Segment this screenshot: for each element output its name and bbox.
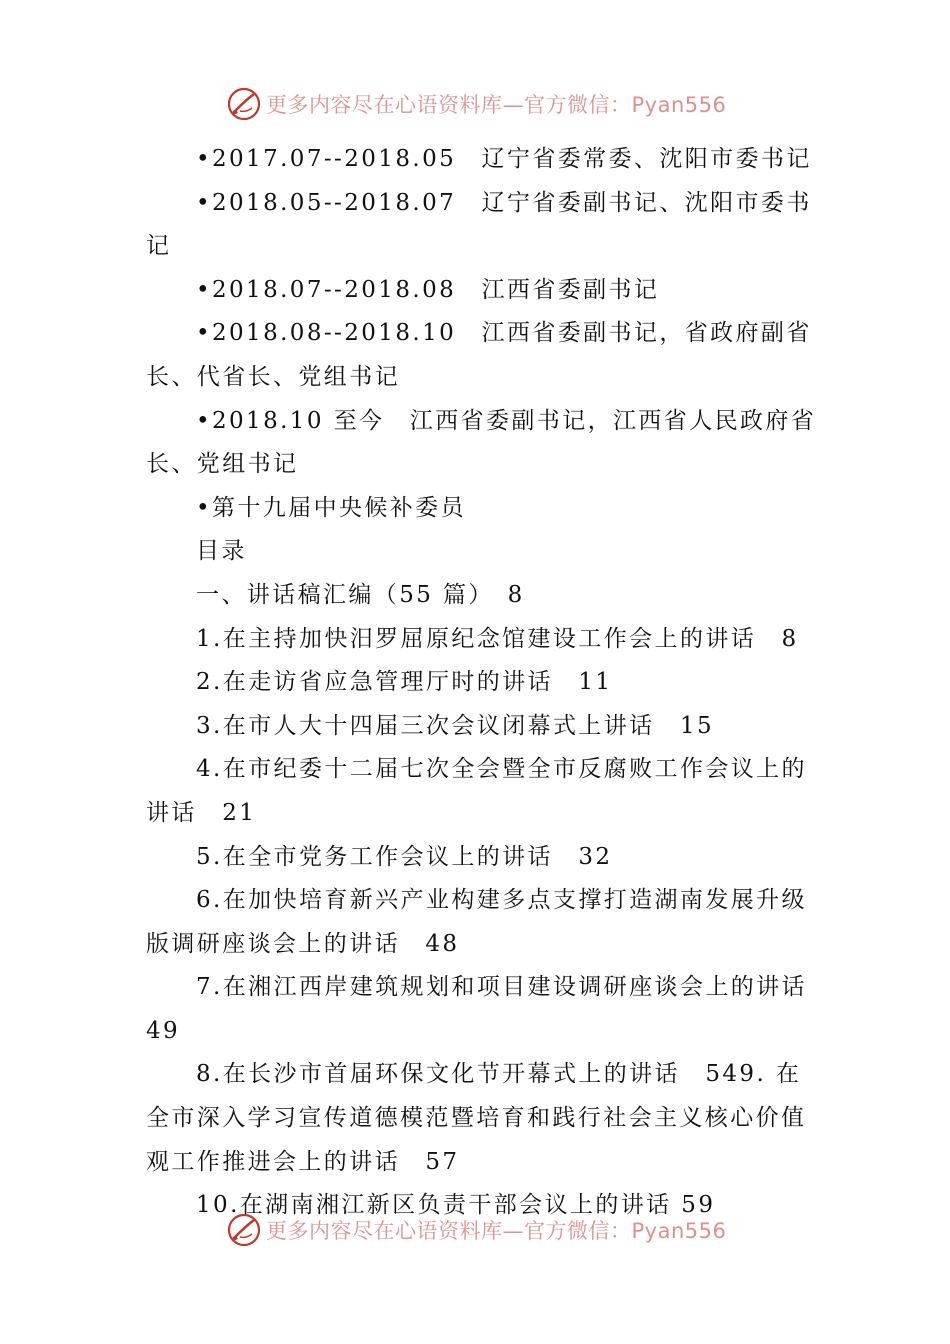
toc-section-1: 一、讲话稿汇编（55 篇） 8 (196, 581, 525, 608)
toc-entry-6: 6.在加快培育新兴产业构建多点支撑打造湖南发展升级版调研座谈会上的讲话 48 (146, 887, 807, 957)
career-item-1: •2017.07--2018.05 辽宁省委常委、沈阳市委书记 (196, 146, 812, 172)
career-item-2: •2018.05--2018.07 辽宁省委副书记、沈阳市委书记 (146, 189, 812, 260)
toc-heading: 目录 (196, 538, 247, 565)
toc-entry-3: 3.在市人大十四届三次会议闭幕式上讲话 15 (196, 712, 715, 739)
watermark-banner-top (0, 84, 950, 124)
toc-entry-1: 1.在主持加快汨罗屈原纪念馆建设工作会上的讲话 8 (196, 625, 799, 652)
toc-entry-2: 2.在走访省应急管理厅时的讲话 11 (196, 669, 613, 696)
watermark-text: 更多内容尽在心语资料库—官方微信：Pyan556 (266, 1219, 727, 1243)
pen-logo-icon (226, 1212, 262, 1248)
watermark-banner-bottom (0, 1210, 950, 1250)
toc-entry-8: 8.在长沙市首届环保文化节开幕式上的讲话 549. 在全市深入学习宣传道德模范暨培育和践行社会主义核心价值观工作推进会上的讲话 57 (146, 1061, 807, 1175)
career-item-5: •2018.10 至今 江西省委副书记，江西省人民政府省长、党组书记 (146, 407, 817, 478)
toc-entry-10: 10.在湖南湘江新区负责干部会议上的讲话 59 (196, 1192, 716, 1219)
career-item-6: •第十九届中央候补委员 (196, 494, 466, 521)
watermark-text: 更多内容尽在心语资料库—官方微信：Pyan556 (266, 93, 727, 117)
toc-entry-4: 4.在市纪委十二届七次全会暨全市反腐败工作会议上的讲话 21 (146, 756, 807, 826)
career-item-4: •2018.08--2018.10 江西省委副书记，省政府副省长、代省长、党组书记 (146, 320, 812, 390)
toc-entry-7: 7.在湘江西岸建筑规划和项目建设调研座谈会上的讲话 49 (146, 974, 807, 1044)
pen-logo-icon (226, 86, 262, 122)
document-body (146, 138, 826, 1228)
career-item-3: •2018.07--2018.08 江西省委副书记 (196, 276, 660, 303)
toc-entry-5: 5.在全市党务工作会议上的讲话 32 (196, 843, 613, 870)
